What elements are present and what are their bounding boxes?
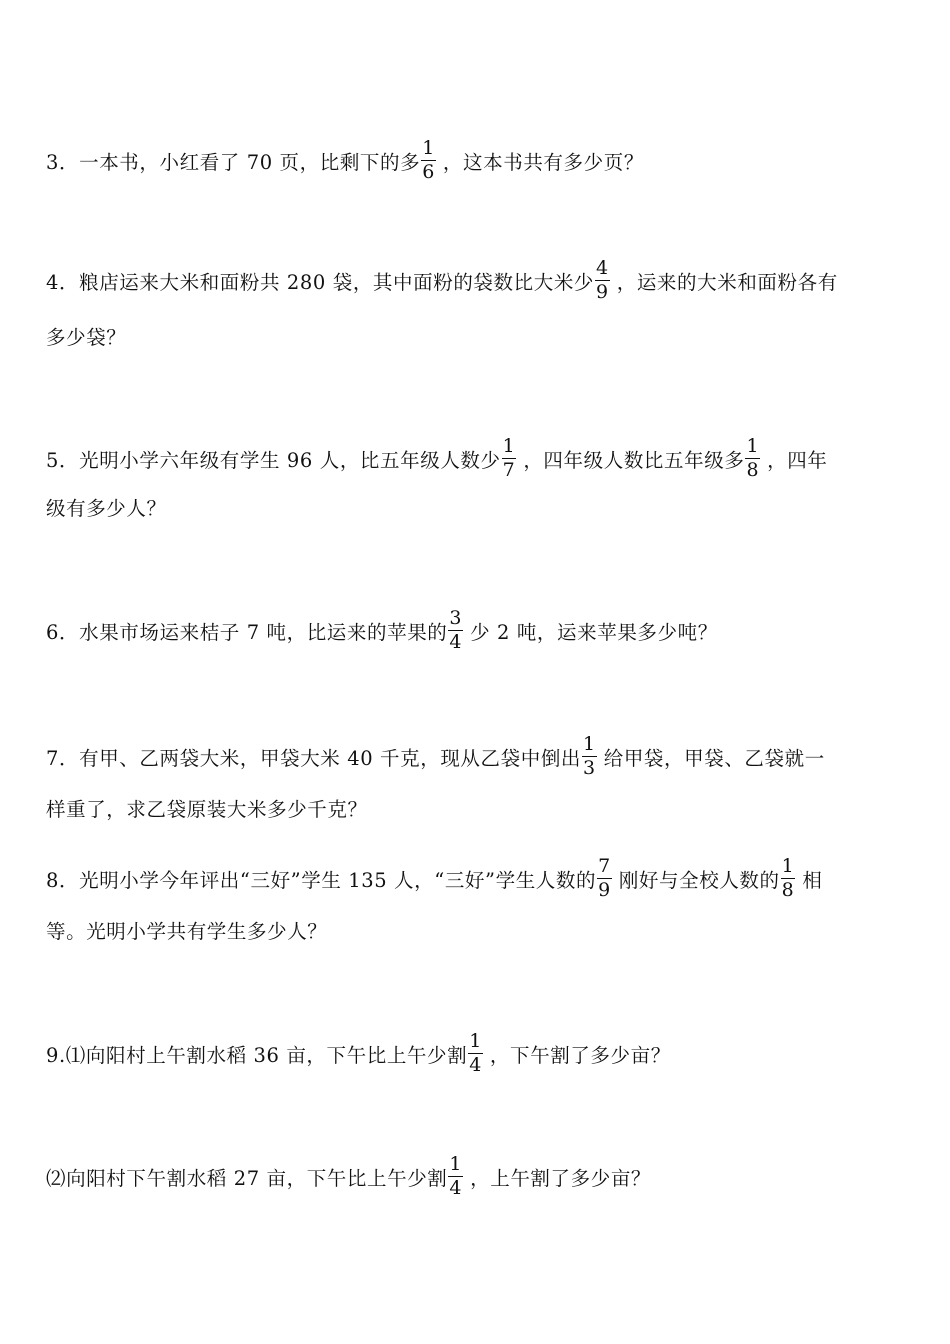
problem-3-text-b: ，这本书共有多少页？	[442, 151, 644, 174]
problem-8-line-2: 等。光明小学共有学生多少人？	[46, 920, 328, 943]
problem-9-part-2-text-b: ，上午割了多少亩？	[470, 1167, 652, 1190]
fraction-numerator: 3	[449, 607, 463, 629]
fraction-1-8	[781, 857, 796, 900]
fraction-numerator: 4	[596, 257, 609, 279]
fraction-denominator: 7	[502, 459, 516, 481]
problem-5-text-c: ，四年	[767, 449, 828, 472]
problem-6-text-a: 6．水果市场运来桔子 7 吨，比运来的苹果的	[46, 621, 448, 644]
problem-9-part-2-text-a: ⑵向阳村下午割水稻 27 亩，下午比上午少割	[46, 1167, 448, 1190]
problem-5-text-b: ，四年级人数比五年级多	[523, 449, 745, 472]
fraction-numerator: 1	[469, 1030, 482, 1052]
problem-8-text-b: 刚好与全校人数的	[618, 869, 780, 892]
fraction-denominator: 6	[422, 161, 435, 183]
problem-7-text-b: 给甲袋，甲袋、乙袋就一	[603, 747, 825, 770]
fraction-numerator: 7	[598, 855, 611, 877]
fraction-denominator: 4	[449, 631, 463, 653]
fraction-1-8	[745, 437, 760, 480]
fraction-denominator: 9	[598, 879, 611, 901]
fraction-numerator: 1	[746, 435, 760, 457]
problem-8-text-a: 8．光明小学今年评出“三好”学生 135 人，“三好”学生人数的	[46, 869, 597, 892]
problem-4-text-b: ，运来的大米和面粉各有	[616, 271, 838, 294]
problem-9-part-2	[46, 1153, 652, 1201]
problem-6-text-b: 少 2 吨，运来苹果多少吨？	[470, 621, 718, 644]
fraction-denominator: 4	[469, 1054, 482, 1076]
fraction-1-7	[502, 437, 517, 480]
problem-4-text-a: 4．粮店运来大米和面粉共 280 袋，其中面粉的袋数比大米少	[46, 271, 595, 294]
fraction-1-4	[468, 1032, 483, 1075]
problem-3-text-a: 3．一本书，小红看了 70 页，比剩下的多	[46, 151, 421, 174]
fraction-1-3	[582, 735, 597, 778]
fraction-1-6	[421, 139, 436, 182]
fraction-denominator: 4	[449, 1177, 463, 1199]
fraction-3-4	[448, 609, 463, 652]
fraction-numerator: 1	[449, 1153, 463, 1175]
problem-6-line-1	[46, 607, 718, 655]
fraction-denominator: 8	[781, 879, 795, 901]
fraction-denominator: 9	[596, 281, 609, 303]
problem-8-text-c: 相	[802, 869, 823, 892]
fraction-numerator: 1	[422, 137, 435, 159]
problem-3-line-1	[46, 137, 644, 185]
fraction-4-9	[595, 259, 610, 302]
problem-7-text-a: 7．有甲、乙两袋大米，甲袋大米 40 千克，现从乙袋中倒出	[46, 747, 582, 770]
problem-9-part-1-text-b: ，下午割了多少亩？	[489, 1044, 671, 1067]
problem-5-line-2: 级有多少人？	[46, 497, 167, 520]
fraction-7-9	[597, 857, 612, 900]
fraction-denominator: 3	[583, 757, 596, 779]
fraction-numerator: 1	[502, 435, 516, 457]
problem-5-line-1	[46, 435, 828, 483]
fraction-1-4	[448, 1155, 463, 1198]
problem-7-line-1	[46, 733, 825, 781]
fraction-numerator: 1	[781, 855, 795, 877]
problem-8-line-1	[46, 855, 823, 903]
problem-4-line-1	[46, 257, 838, 305]
problem-7-line-2: 样重了，求乙袋原装大米多少千克？	[46, 798, 368, 821]
fraction-denominator: 8	[746, 459, 760, 481]
problem-4-line-2: 多少袋？	[46, 326, 127, 349]
fraction-numerator: 1	[583, 733, 596, 755]
problem-5-text-a: 5．光明小学六年级有学生 96 人，比五年级人数少	[46, 449, 501, 472]
problem-9-part-1-text-a: 9.⑴向阳村上午割水稻 36 亩，下午比上午少割	[46, 1044, 468, 1067]
problem-9-part-1	[46, 1030, 671, 1078]
